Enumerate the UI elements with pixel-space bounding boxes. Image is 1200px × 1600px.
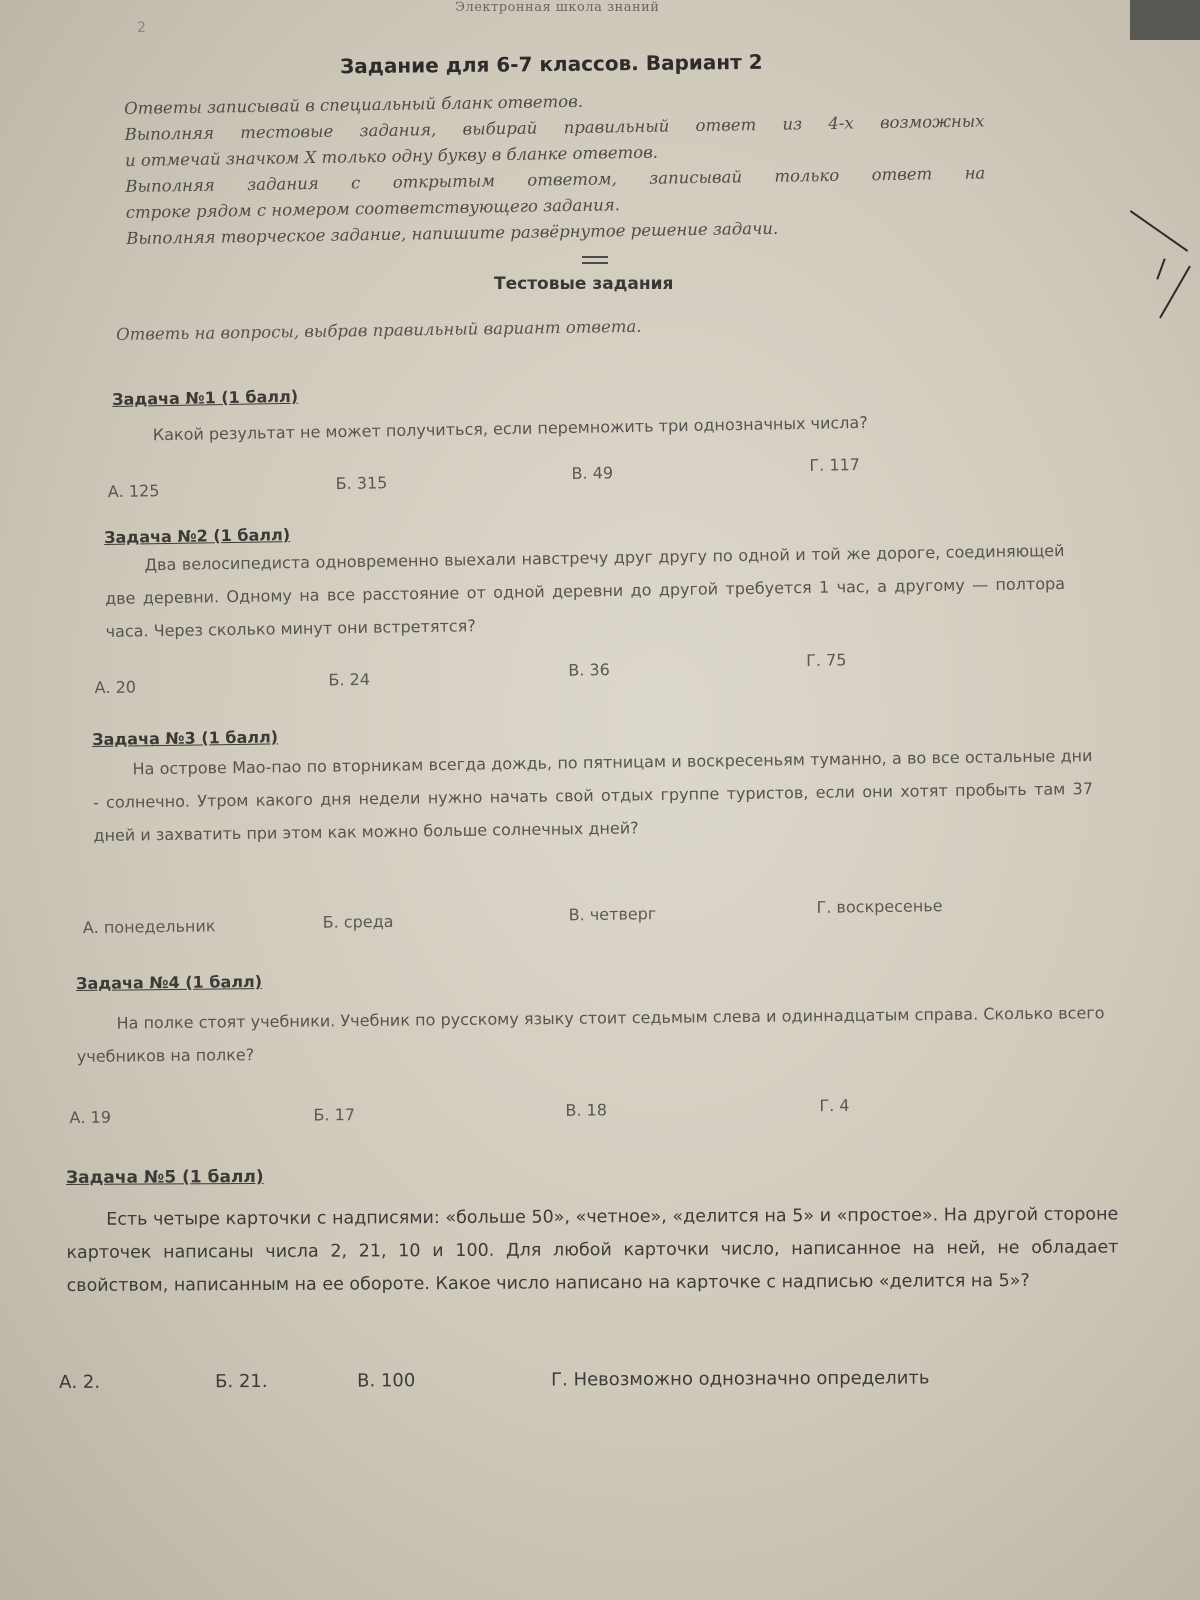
- instruction-line: Ответы записывай в специальный бланк ответов.: [124, 91, 584, 118]
- instruction-line: Выполняя творческое задание, напишите развёрнутое решение задачи.: [126, 218, 779, 248]
- task-3: [82, 716, 1094, 938]
- school-header: Электронная школа знаний: [455, 0, 660, 15]
- option-c: В. четверг: [568, 904, 657, 925]
- task-1: [107, 374, 1013, 502]
- task-text: На острове Мао-пао по вторникам всегда дождь, по пятницам и воскресеньям туманно, а во все остальные дни - солнечно. Утром какого дня недели нужно начать свой отдых группе туристов, если они хотят пробыть там 37 дней и захватить при этом как можно больше солнечных дней?: [92, 746, 1094, 845]
- task-5: [59, 1162, 1119, 1394]
- option-c: В. 49: [571, 463, 614, 483]
- option-c: В. 18: [565, 1100, 608, 1120]
- task-heading: Задача №1 (1 балл): [112, 386, 299, 409]
- task-text: Какой результат не может получиться, если перемножить три однозначных числа?: [152, 412, 868, 445]
- option-a: А. 2.: [59, 1371, 101, 1394]
- section-prompt: Ответь на вопросы, выбрав правильный вариант ответа.: [116, 316, 642, 344]
- task-text: Два велосипедиста одновременно выехали навстречу друг другу по одной и той же дороге, соединяющей две деревни. Одному на все расстояние от одной деревни до другой требуется 1 час, а другому — полтора часа. Через сколько минут они встретятся?: [104, 540, 1066, 641]
- option-b: Б. 21.: [215, 1370, 268, 1393]
- option-a: А. 20: [94, 677, 137, 698]
- option-b: Б. 17: [313, 1105, 356, 1125]
- page-title: Задание для 6-7 классов. Вариант 2: [339, 49, 763, 79]
- instruction-line: строке рядом с номером соответствующего задания.: [125, 195, 621, 222]
- pencil-mark: [1159, 266, 1191, 319]
- instruction-line: Выполняя задания с открытым ответом, записывай только ответ на: [125, 163, 986, 196]
- option-a: А. 125: [107, 481, 160, 502]
- instruction-line: и отмечай значком X только одну букву в бланке ответов.: [124, 142, 659, 170]
- double-dash-divider: [582, 256, 608, 264]
- task-text: На полке стоят учебники. Учебник по русскому языку стоит седьмым слева и одиннадцатым справа. Сколько всего учебников на полке?: [76, 1003, 1105, 1066]
- option-b: Б. 315: [335, 473, 388, 494]
- task-2: [94, 513, 1066, 698]
- option-d: Г. 117: [809, 454, 861, 475]
- section-title: Тестовые задания: [494, 274, 674, 294]
- task-heading: Задача №5 (1 балл): [66, 1166, 264, 1188]
- option-d: Г. воскресенье: [816, 896, 943, 917]
- option-a: А. 19: [69, 1107, 112, 1128]
- task-text: Есть четыре карточки с надписями: «больше 50», «четное», «делится на 5» и «простое». На другой стороне карточек написаны числа 2, 21, 10 и 100. Для любой карточки число, написанное на ней, не обладает свойством, написанным на ее обороте. Какое число написано на карточке с надписью «делится на 5»?: [66, 1204, 1119, 1296]
- instruction-line: Выполняя тестовые задания, выбирай правильный ответ из 4-х возможных: [124, 111, 985, 144]
- option-c: В. 100: [357, 1370, 416, 1392]
- option-b: Б. среда: [322, 911, 394, 932]
- task-heading: Задача №3 (1 балл): [92, 727, 279, 749]
- page-shadow: [1130, 0, 1200, 40]
- option-d: Г. 75: [806, 650, 847, 670]
- instructions-block: [124, 82, 1006, 252]
- option-a: А. понедельник: [82, 916, 216, 938]
- option-d: Г. Невозможно однозначно определить: [551, 1367, 930, 1391]
- page-number: 2: [137, 20, 146, 36]
- pencil-mark: [1156, 258, 1165, 279]
- task-heading: Задача №4 (1 балл): [76, 972, 263, 993]
- task-4: [69, 963, 1105, 1128]
- task-heading: Задача №2 (1 балл): [104, 525, 291, 547]
- option-d: Г. 4: [819, 1095, 850, 1116]
- pencil-mark: [1130, 210, 1188, 252]
- option-b: Б. 24: [328, 669, 371, 690]
- option-c: В. 36: [568, 660, 610, 680]
